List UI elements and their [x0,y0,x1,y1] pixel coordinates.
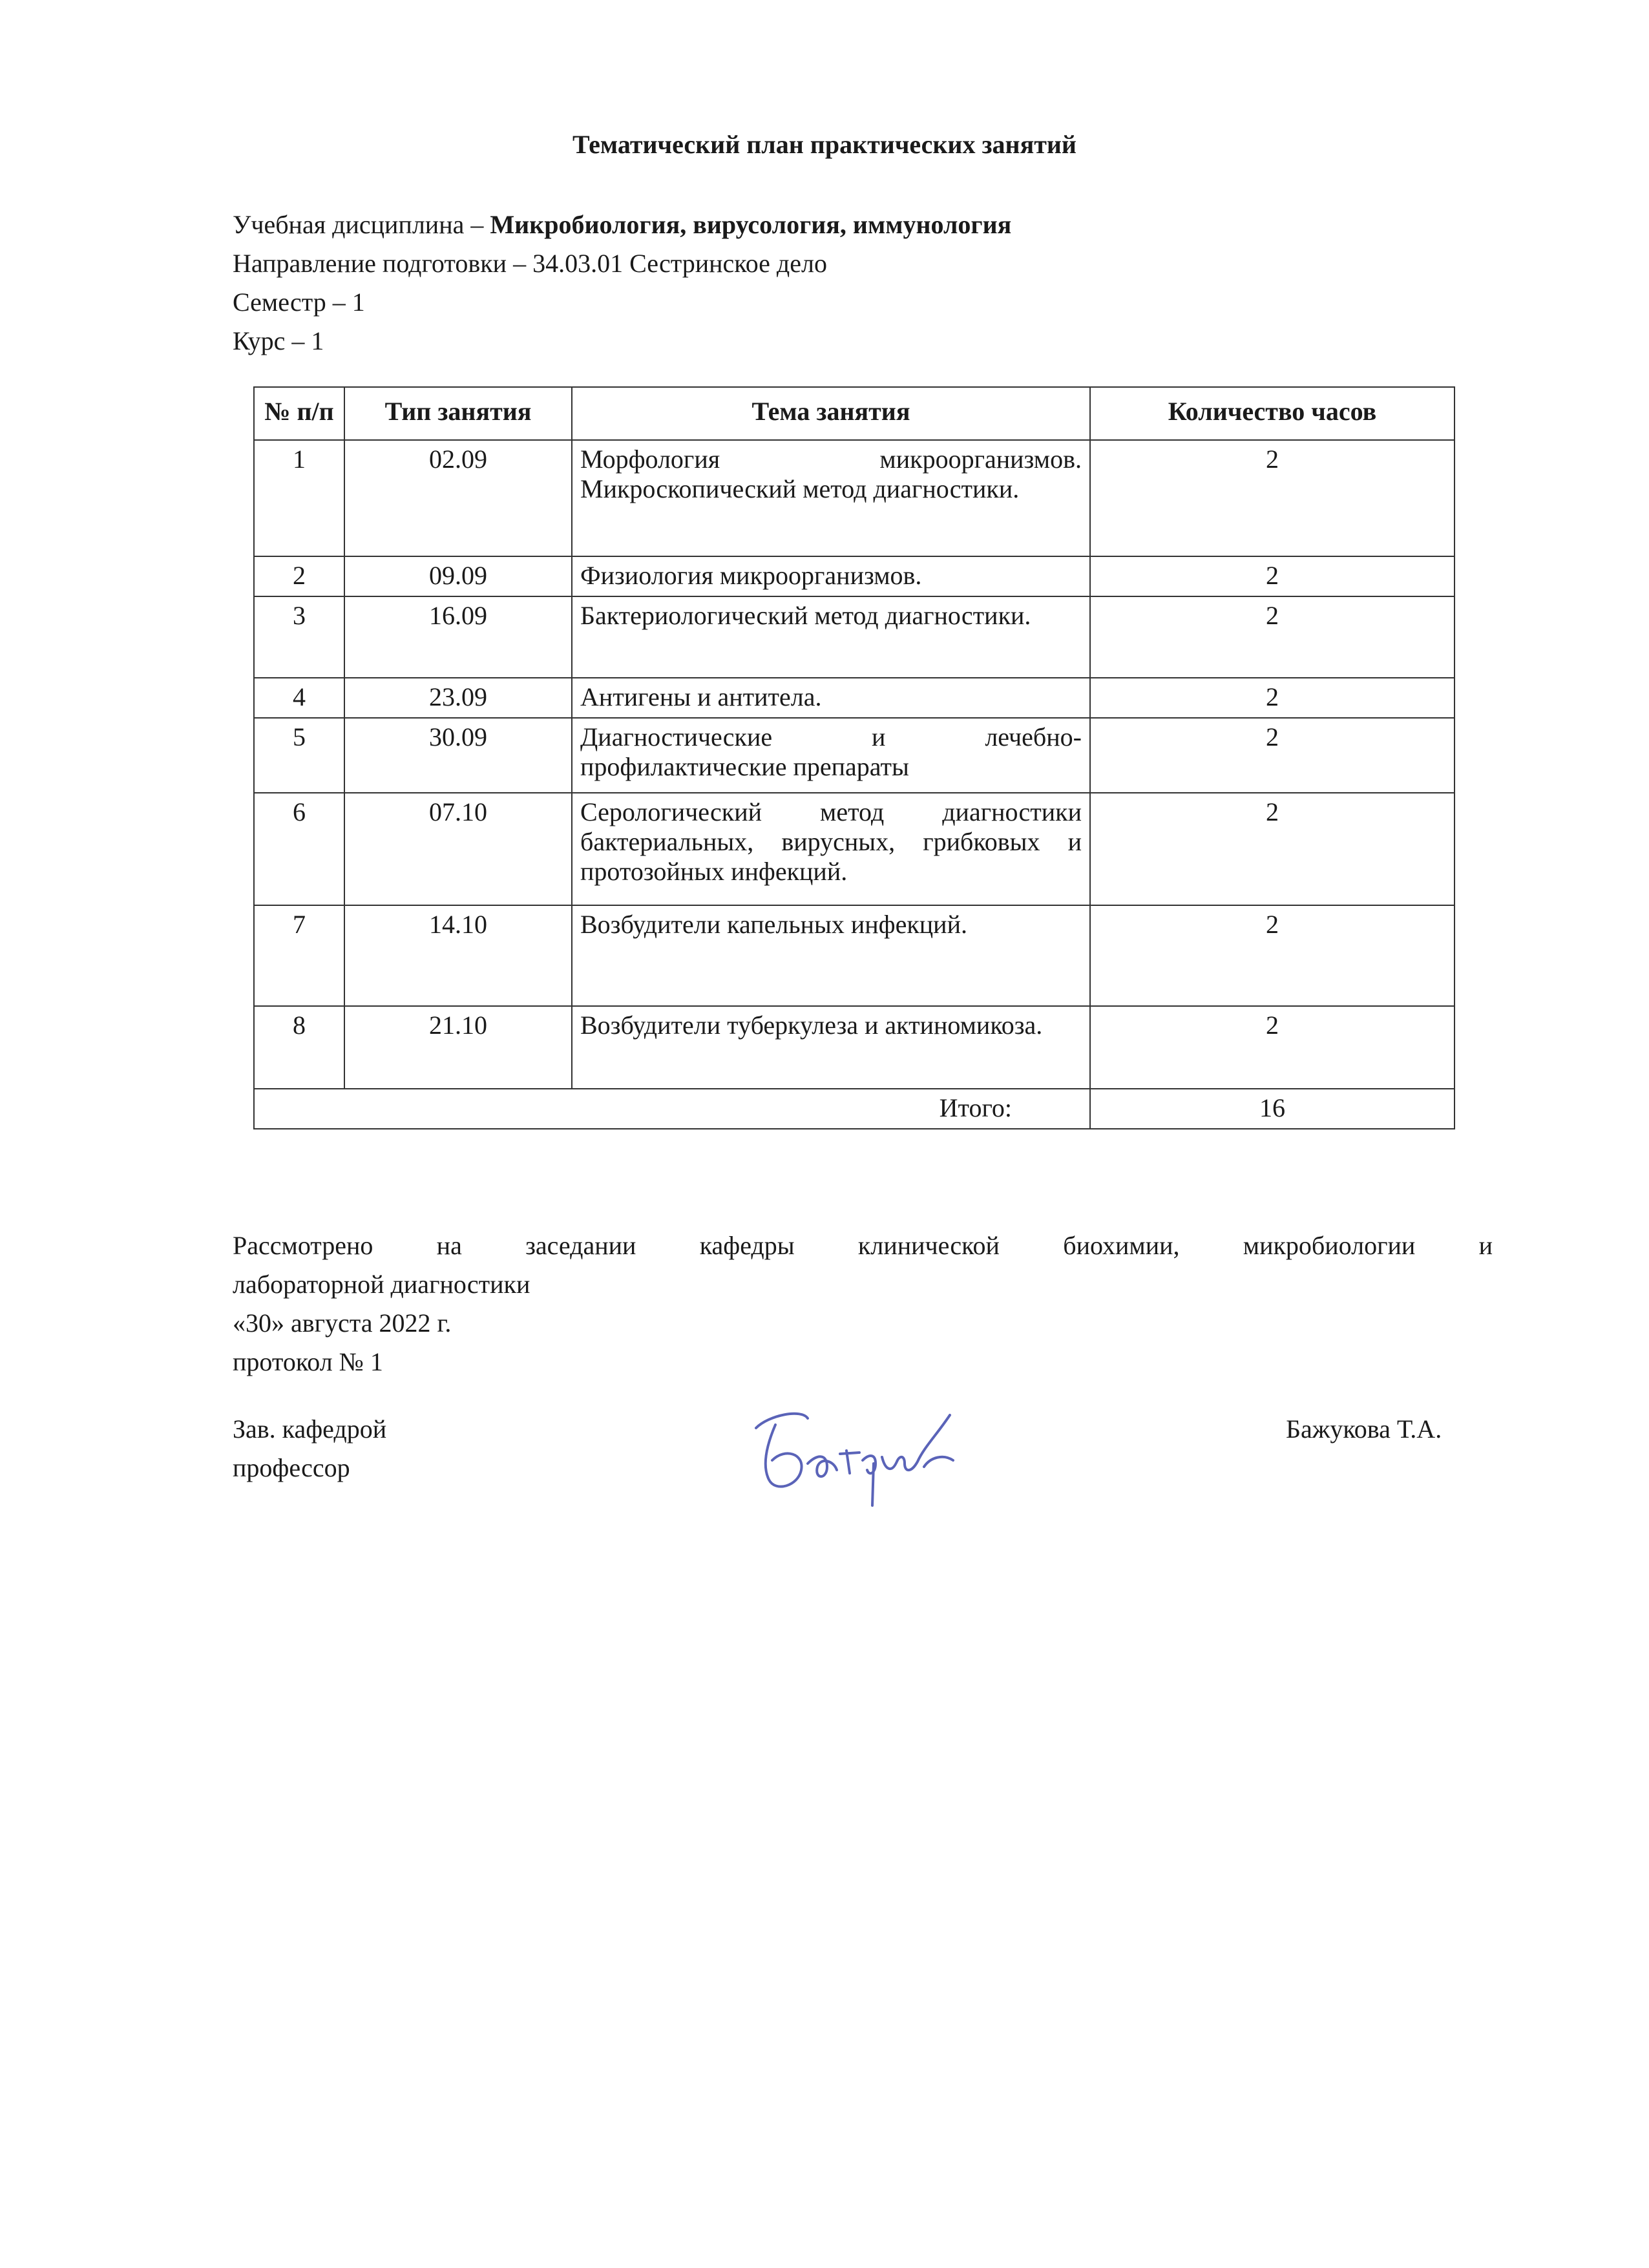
row-topic: Физиология микроорганизмов. [572,556,1090,596]
row-lesson-date: 21.10 [344,1006,572,1089]
discipline-line [233,205,1011,244]
table-row [254,1006,1455,1089]
position-line-1: Зав. кафедрой [233,1414,387,1444]
header-hours: Количество часов [1090,387,1455,440]
approval-line-2: лабораторной диагностики [233,1270,530,1299]
discipline-prefix: Учебная дисциплина – [233,210,490,239]
row-topic: Морфология микроорганизмов. Микроскопический метод диагностики. [572,440,1090,556]
signature-stroke [840,1451,876,1506]
row-hours: 2 [1090,905,1455,1006]
row-number: 7 [254,905,344,1006]
signature-stroke [808,1456,837,1476]
row-hours: 2 [1090,793,1455,905]
course-line: Курс – 1 [233,326,324,355]
row-topic: Возбудители туберкулеза и актиномикоза. [572,1006,1090,1089]
row-hours: 2 [1090,556,1455,596]
row-lesson-date: 23.09 [344,678,572,718]
row-lesson-date: 14.10 [344,905,572,1006]
row-number: 8 [254,1006,344,1089]
lesson-plan-table [253,386,1455,1129]
row-lesson-date: 09.09 [344,556,572,596]
row-number: 2 [254,556,344,596]
header-number: № п/п [254,387,344,440]
row-hours: 2 [1090,596,1455,678]
total-value: 16 [1090,1089,1455,1129]
row-hours: 2 [1090,718,1455,793]
row-number: 5 [254,718,344,793]
header-lesson-type: Тип занятия [344,387,572,440]
discipline-name: Микробиология, вирусология, иммунология [490,210,1012,239]
row-topic: Возбудители капельных инфекций. [572,905,1090,1006]
table-row [254,596,1455,678]
table-total-row [254,1089,1455,1129]
row-lesson-date: 30.09 [344,718,572,793]
row-number: 4 [254,678,344,718]
row-number: 3 [254,596,344,678]
table-row [254,718,1455,793]
row-topic: Диагностические и лечебно-профилактические препараты [572,718,1090,793]
signature-stroke [882,1415,953,1470]
document-meta [233,205,1011,361]
handwritten-signature [730,1389,976,1512]
direction-line: Направление подготовки – 34.03.01 Сестринское дело [233,249,827,278]
table-row [254,556,1455,596]
approval-line-1: Рассмотрено на заседании кафедры клинической биохимии, микробиологии и [233,1231,1493,1260]
row-lesson-date: 16.09 [344,596,572,678]
table-row [254,678,1455,718]
row-hours: 2 [1090,440,1455,556]
row-number: 6 [254,793,344,905]
header-lesson-topic: Тема занятия [572,387,1090,440]
table-row [254,440,1455,556]
row-topic: Серологический метод диагностики бактериальных, вирусных, грибковых и протозойных инфекций. [572,793,1090,905]
row-topic: Бактериологический метод диагностики. [572,596,1090,678]
row-hours: 2 [1090,1006,1455,1089]
table-row [254,905,1455,1006]
table-row [254,793,1455,905]
row-number: 1 [254,440,344,556]
row-lesson-date: 02.09 [344,440,572,556]
signatory-position [233,1410,386,1487]
row-hours: 2 [1090,678,1455,718]
approval-block [233,1226,1493,1381]
position-line-2: профессор [233,1453,350,1482]
signatory-name: Бажукова Т.А. [1286,1414,1442,1444]
approval-date: «30» августа 2022 г. [233,1308,452,1338]
table-header-row [254,387,1455,440]
signature-stroke [756,1414,808,1487]
total-label: Итого: [254,1089,1090,1129]
row-lesson-date: 07.10 [344,793,572,905]
approval-protocol: протокол № 1 [233,1347,383,1376]
row-topic: Антигены и антитела. [572,678,1090,718]
document-title: Тематический план практических занятий [572,130,1077,159]
semester-line: Семестр – 1 [233,288,365,317]
